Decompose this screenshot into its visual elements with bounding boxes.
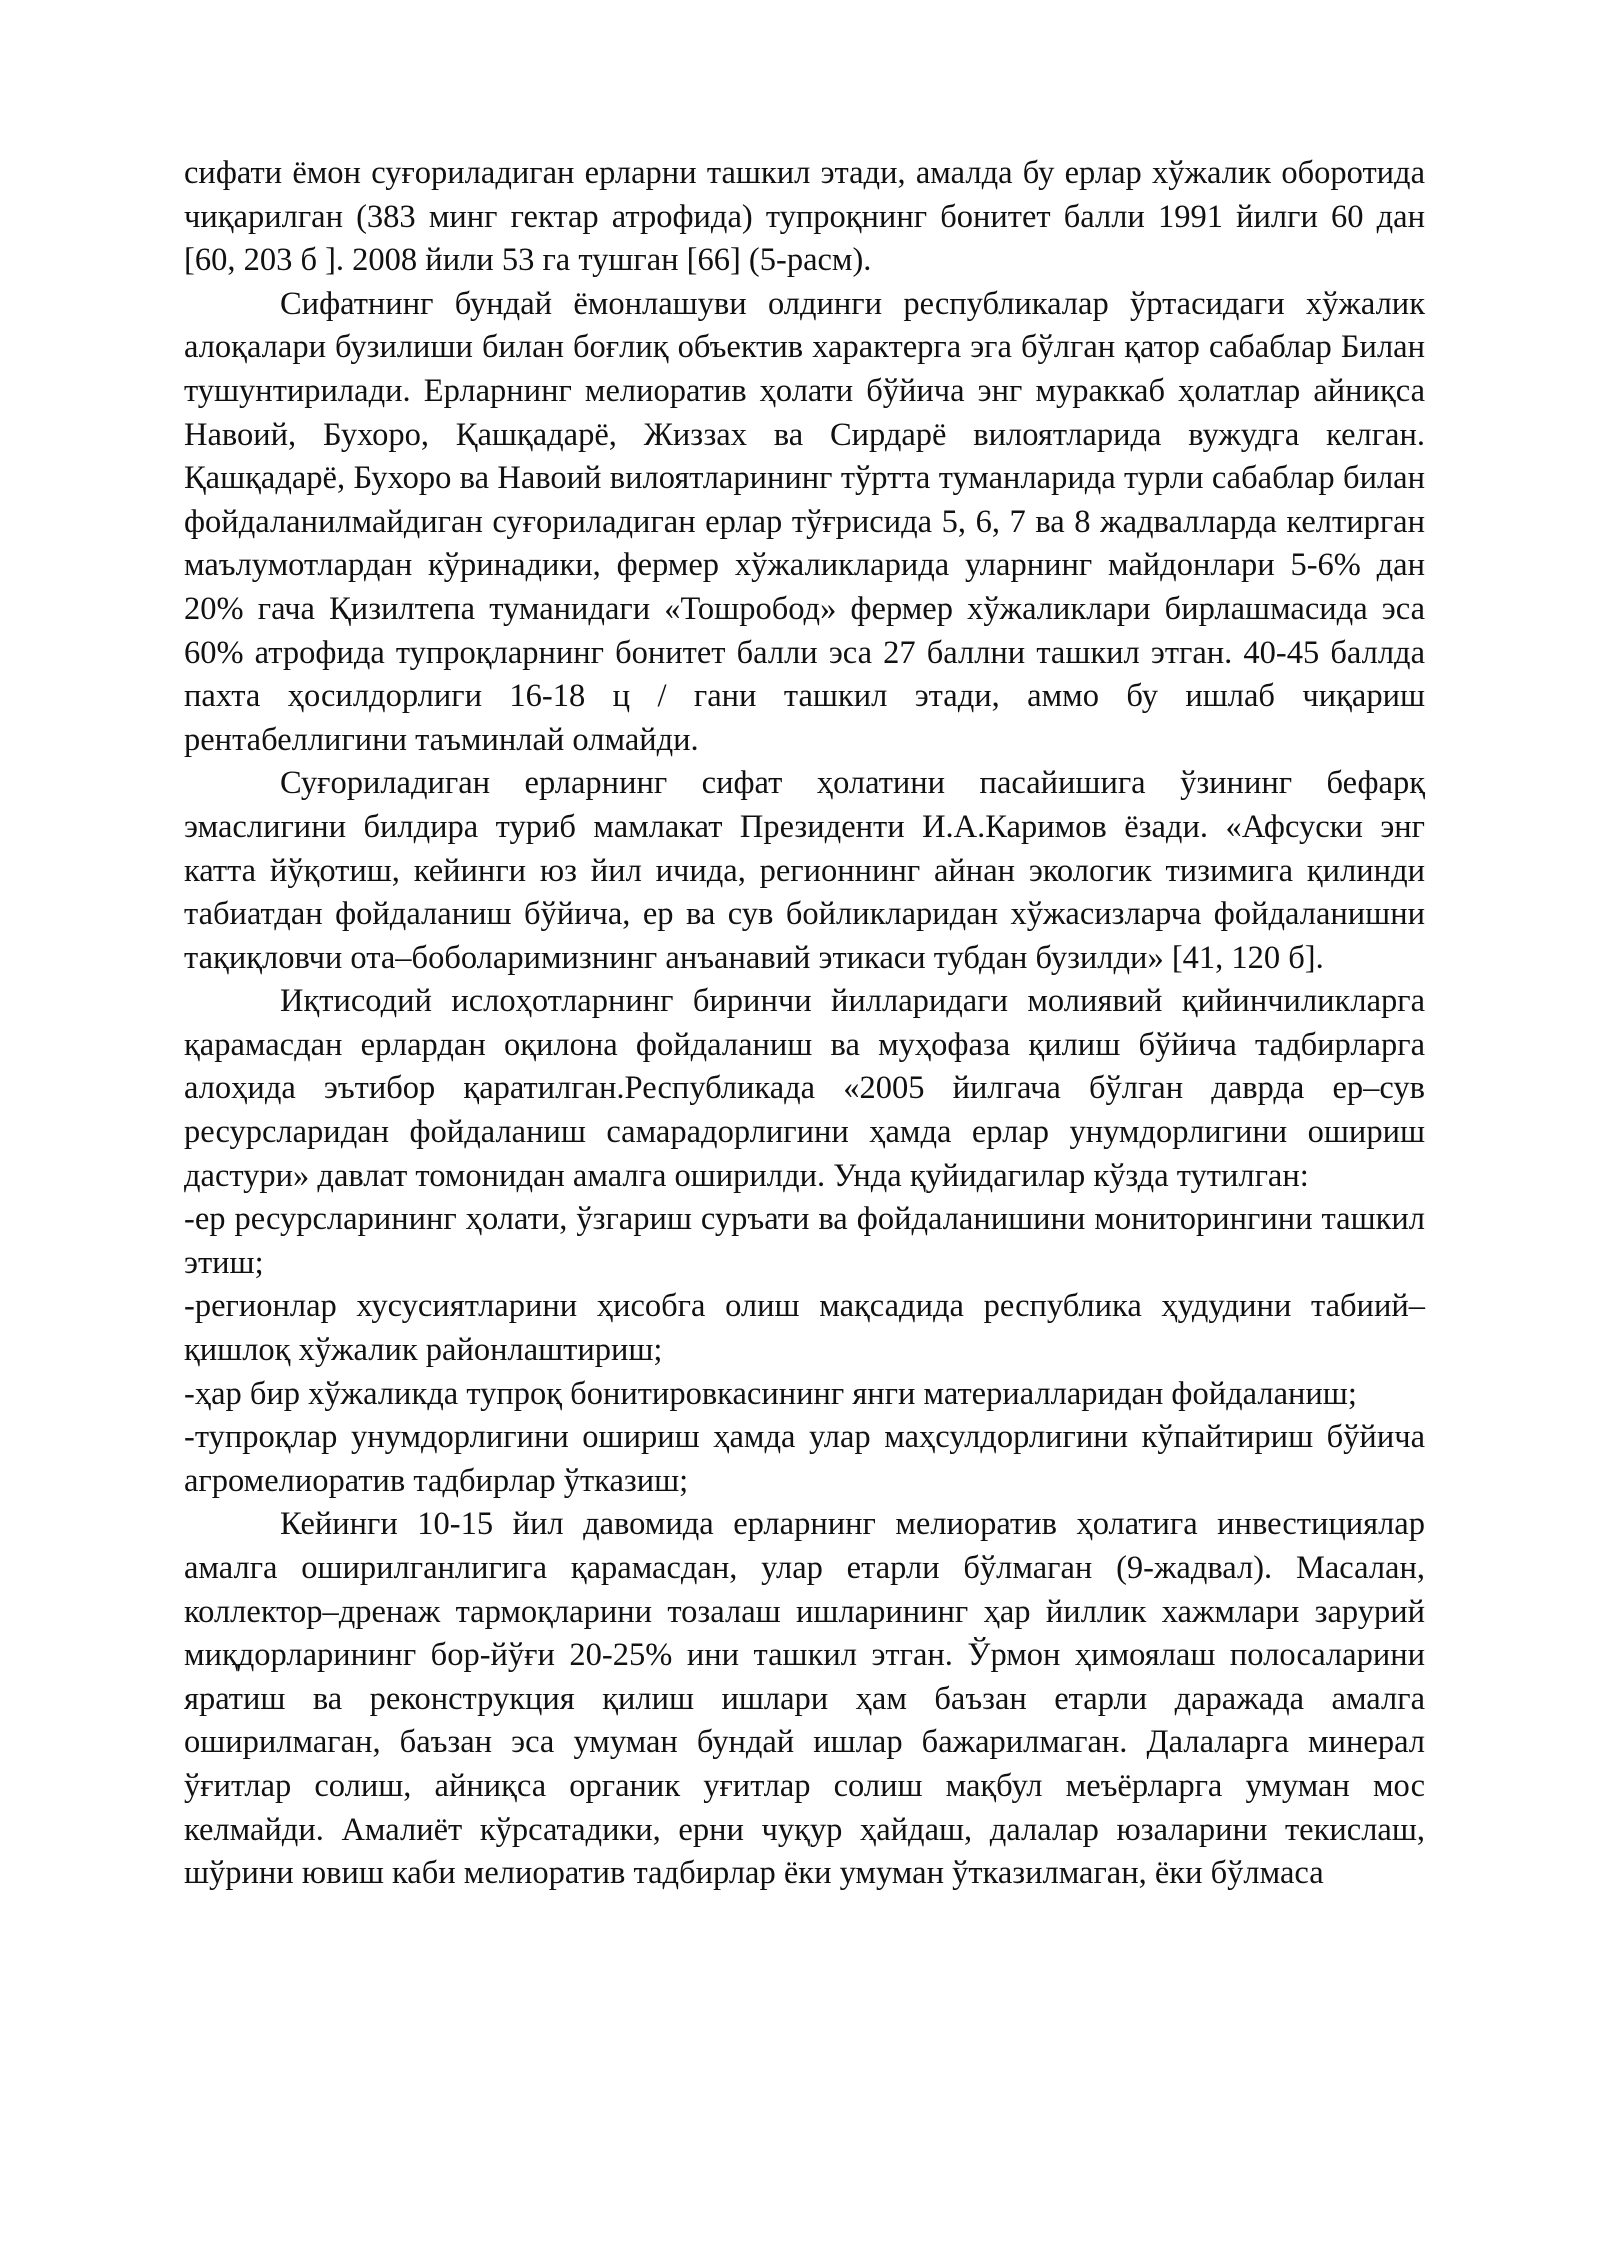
- list-item-2: -регионлар хусусиятларини ҳисобга олиш мақсадида республика ҳудудини табиий–қишлоқ хўжалик районлаштириш;: [184, 1288, 1425, 1369]
- document-page: [184, 152, 1425, 1896]
- paragraph-1: сифати ёмон суғориладиган ерларни ташкил этади, амалда бу ерлар хўжалик оборотида чиқарилган (383 минг гектар атрофида) тупроқнинг бонитет балли 1991 йилги 60 дан [60, 203 б ]. 2008 йили 53 га тушган [66] (5-расм).: [184, 155, 1425, 279]
- list-item-4: -тупроқлар унумдорлигини ошириш ҳамда улар маҳсулдорлигини кўпайтириш бўйича агромелиоратив тадбирлар ўтказиш;: [184, 1419, 1425, 1499]
- paragraph-5: Кейинги 10-15 йил давомида ерларнинг мелиоратив ҳолатига инвестициялар амалга оширилганлигига қарамасдан, улар етарли бўлмаган (9-жадвал). Масалан, коллектор–дренаж тармоқларини тозалаш ишларининг ҳар йиллик хажмлари зарурий миқдорларининг бор-йўғи 20-25% ини ташкил этган. Ўрмон ҳимоялаш полосаларини яратиш ва реконструкция қилиш ишлари ҳам баъзан етарли даражада амалга оширилмаган, баъзан эса умуман бундай ишлар бажарилмаган. Далаларга минерал ўғитлар солиш, айниқса органик уғитлар солиш мақбул меъёрларга умуман мос келмайди. Амалиёт кўрсатадики, ерни чуқур ҳайдаш, далалар юзаларини текислаш, шўрини ювиш каби мелиоратив тадбирлар ёки умуман ўтказилмаган, ёки бўлмаса: [184, 1506, 1425, 1892]
- paragraph-3: Суғориладиган ерларнинг сифат ҳолатини пасайишига ўзининг бефарқ эмаслигини билдира туриб мамлакат Президенти И.А.Каримов ёзади. «Афсуски энг катта йўқотиш, кейинги юз йил ичида, регионнинг айнан экологик тизимига қилинди табиатдан фойдаланиш бўйича, ер ва сув бойликларидан хўжасизларча фойдаланишни тақиқловчи ота–боболаримизнинг анъанавий этикаси тубдан бузилди» [41, 120 б].: [184, 765, 1425, 976]
- paragraph-4: Иқтисодий ислоҳотларнинг биринчи йилларидаги молиявий қийинчиликларга қарамасдан ерлардан оқилона фойдаланиш ва муҳофаза қилиш бўйича тадбирларга алоҳида эътибор қаратилган.Республикада «2005 йилгача бўлган даврда ер–сув ресурсларидан фойдаланиш самарадорлигини ҳамда ерлар унумдорлигини ошириш дастури» давлат томонидан амалга оширилди. Унда қуйидагилар кўзда тутилган:: [184, 983, 1425, 1194]
- paragraph-2: Сифатнинг бундай ёмонлашуви олдинги республикалар ўртасидаги хўжалик алоқалари бузилиши билан боғлиқ объектив характерга эга бўлган қатор сабаблар Билан тушунтирилади. Ерларнинг мелиоратив ҳолати бўйича энг мураккаб ҳолатлар айниқса Навоий, Бухоро, Қашқадарё, Жиззах ва Сирдарё вилоятларида вужудга келган. Қашқадарё, Бухоро ва Навоий вилоятларининг тўртта туманларида турли сабаблар билан фойдаланилмайдиган суғориладиган ерлар тўғрисида 5, 6, 7 ва 8 жадвалларда келтирган маълумотлардан кўринадики, фермер хўжаликларида уларнинг майдонлари 5-6% дан 20% гача Қизилтепа туманидаги «Тошробод» фермер хўжаликлари бирлашмасида эса 60% атрофида тупроқларнинг бонитет балли эса 27 баллни ташкил этган. 40-45 баллда пахта ҳосилдорлиги 16-18 ц / гани ташкил этади, аммо бу ишлаб чиқариш рентабеллигини таъминлай олмайди.: [184, 285, 1425, 758]
- list-item-3: -ҳар бир хўжаликда тупроқ бонитировкасининг янги материалларидан фойдаланиш;: [184, 1375, 1357, 1412]
- list-item-1: -ер ресурсларининг ҳолати, ўзгариш суръати ва фойдаланишини мониторингини ташкил этиш;: [184, 1201, 1425, 1281]
